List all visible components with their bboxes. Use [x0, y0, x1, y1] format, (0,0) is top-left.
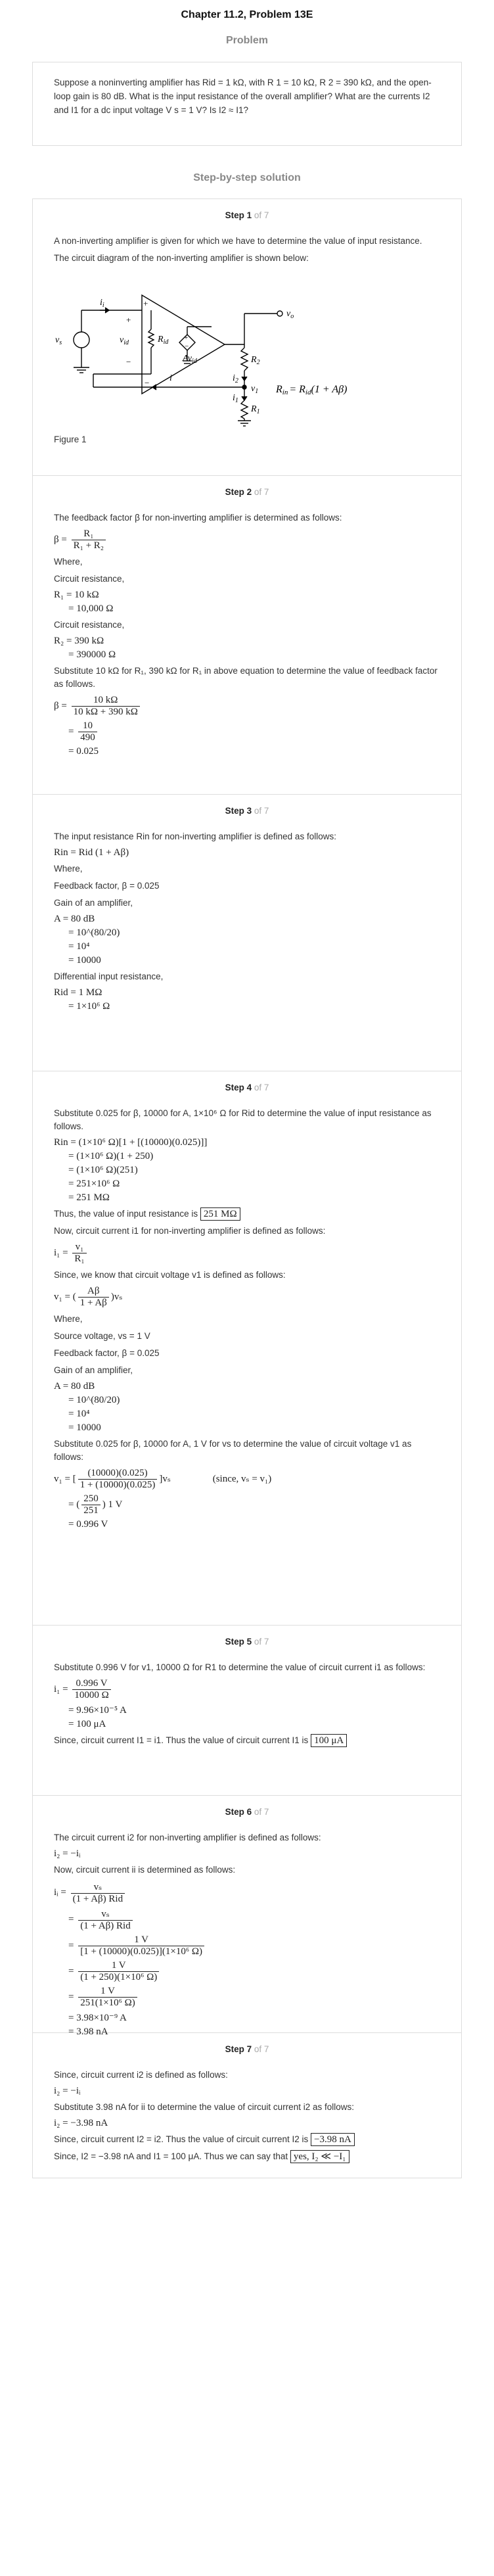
svg-text:i: i [169, 373, 172, 383]
solution-heading: Step-by-step solution [193, 172, 301, 183]
svg-text:Rin= Rid(1 + Aβ): Rin = Rid(1 + Aβ) [276, 384, 348, 396]
vs-label: $v_s$ [55, 335, 62, 346]
chapter-title: Chapter 11.2, Problem 13E [181, 9, 313, 20]
svg-text:+: + [143, 298, 148, 308]
step-4-header: Step 4 of 7 [225, 1083, 269, 1092]
step-2-header: Step 2 of 7 [225, 487, 269, 497]
step-5: Step 5 of 7 Substitute 0.996 V for v1, 10000 Ω for R1 to determine the value of circuit current i1 as follows: i₁ = $\frac{0.996 V}{10000 \Omega}$ = 9.96×10⁻⁵ A = 100 μA Since, circuit current I1 = i1. Thus the value of circuit current I1 is 100 μA [32, 1626, 462, 1796]
svg-text:−: − [145, 378, 150, 388]
svg-text:+: + [126, 315, 131, 325]
step-7-header: Step 7 of 7 [225, 2044, 269, 2054]
step-5-header: Step 5 of 7 [225, 1637, 269, 1647]
comparison-answer: yes, I₂ ≪ −I₁ [290, 2150, 349, 2163]
step-1 [32, 199, 462, 476]
svg-text:v1: $v_1$ [251, 384, 259, 395]
figure-caption: Figure 1 [54, 434, 87, 444]
problem-statement-box [32, 62, 462, 146]
problem-heading: Problem [225, 35, 268, 46]
i2-answer: −3.98 nA [311, 2133, 355, 2146]
step-6: Step 6 of 7 The circuit current i2 for non-inverting amplifier is defined as follows: i₂ = −iᵢ Now, circuit current ii is determined as follows: iᵢ = $\frac{\text{vₛ}}{\text{(1 + Aβ) Rid}}$ = $\frac{\text{vₛ}}{\text{(1 + Aβ) Rid}}$ = $\frac{1 V}{\text{[1 + (10000)(0.025)](1×10⁶ Ω)}}$ = $\frac{1 V}{\text{(1 + 250)(1×10⁶ Ω)}}$ = $\frac{1 V}{\text{251(1×10⁶ Ω)}}$ = 3.98×10⁻⁹ A = 3.98 nA [32, 1796, 462, 2033]
svg-text:+: + [184, 334, 189, 342]
svg-text:−: − [185, 342, 189, 350]
svg-text:i2: $i_2$ [233, 373, 238, 385]
step-1-header: Step 1 of 7 [225, 210, 269, 220]
step-3: Step 3 of 7 The input resistance Rin for non-inverting amplifier is defined as follows: Rin = Rid (1 + Aβ) Where, Feedback factor, β = 0.025 Gain of an amplifier, A = 80 dB = 10^(80/20) = 10⁴ = 10000 Differential input resistance, Rid = 1 MΩ = 1×10⁶ Ω [32, 795, 462, 1071]
svg-text:vid: $v_{id}$ [120, 335, 129, 346]
step-3-header: Step 3 of 7 [225, 806, 269, 816]
step-1-diagram-intro: The circuit diagram of the non-inverting amplifier is shown below: [54, 253, 309, 263]
step-7: Step 7 of 7 Since, circuit current i2 is defined as follows: i₂ = −iᵢ Substitute 3.98 nA for ii to determine the value of circuit current i2 as follows: i₂ = −3.98 nA Since, circuit current I2 = i2. Thus the value of circuit current I2 is −3.98 nA Since, I2 = −3.98 nA and I1 = 100 μA. Thus we can say that yes, I₂ ≪ −I₁ [32, 2033, 462, 2178]
svg-text:i1: $i_1$ [233, 393, 238, 404]
step-6-header: Step 6 of 7 [225, 1807, 269, 1817]
voltage-source-icon [74, 332, 89, 348]
step-2: Step 2 of 7 The feedback factor β for non-inverting amplifier is determined as follows: β = $\frac{\text{R₁}}{\text{R₁ + R₂}}$ Where, Circuit resistance, R₁ = 10 kΩ = 10,000 Ω Circuit resistance, R₂ = 390 kΩ = 390000 Ω Substitute 10 kΩ for R₁, 390 kΩ for R₁ in above equation to determine the value of feedback factor as follows. β = $\frac{10 k\Omega}{10 k\Omega + 390 k\Omega}$ = $\frac{10}{490}$ = 0.025 [32, 476, 462, 795]
i1-answer: 100 μA [311, 1734, 347, 1747]
svg-text:−: − [126, 357, 131, 367]
svg-text:ii: $i_i$ [100, 298, 104, 309]
noninverting-amplifier-diagram [54, 269, 422, 427]
svg-text:vo: $v_o$ [286, 309, 294, 320]
svg-text:R2: $R_2$ [251, 355, 260, 366]
input-resistance-answer: 251 MΩ [200, 1207, 240, 1221]
feedback-factor-formula: β = $\frac{\text{R₁}}{\text{R₁ + R₂}}$ [54, 528, 440, 551]
output-terminal-icon [277, 311, 282, 316]
step-1-intro: A non-inverting amplifier is given for which we have to determine the value of input resistance. [54, 236, 422, 246]
svg-text:Avid: $Av_{id}$ [183, 354, 197, 365]
svg-text:R1: $R_1$ [251, 404, 260, 415]
problem-text: Suppose a noninverting amplifier has Rid = 1 kΩ, with R 1 = 10 kΩ, R 2 = 390 kΩ, and the open-loop gain is 80 dB. What is the input resistance of the overall amplifier? What are the currents I2 and I1 for a dc input voltage V s = 1 V? Is I2 ≈ I1? [54, 78, 432, 115]
step-4: Step 4 of 7 Substitute 0.025 for β, 10000 for A, 1×10⁶ Ω for Rid to determine the value of input resistance as follows. Rin = (1×10⁶ Ω)[1 + [(10000)(0.025)]] = (1×10⁶ Ω)(1 + 250) = (1×10⁶ Ω)(251) = 251×10⁶ Ω = 251 MΩ Thus, the value of input resistance is 251 MΩ Now, circuit current i1 for non-inverting amplifier is defined as follows: i₁ = $\frac{\text{v₁}}{\text{R₁}}$ Since, we know that circuit voltage v1 is defined as follows: v₁ = ( $\frac{A\beta}{1 + A\beta}$ )vₛ Where, Source voltage, vs = 1 V Feedback factor, β = 0.025 Gain of an amplifier, A = 80 dB = 10^(80/20) = 10⁴ = 10000 Substitute 0.025 for β, 10000 for A, 1 V for vs to determine the value of circuit voltage v1 as follows: v₁ = [ $\frac{(10000)(0.025)}{1 + (10000)(0.025)}$ ]vₛ (since, vₛ = v₁) = ( $\frac{250}{251}$ ) 1 V = 0.996 V [32, 1071, 462, 1626]
svg-text:Rid: $R_{id}$ [158, 335, 169, 346]
